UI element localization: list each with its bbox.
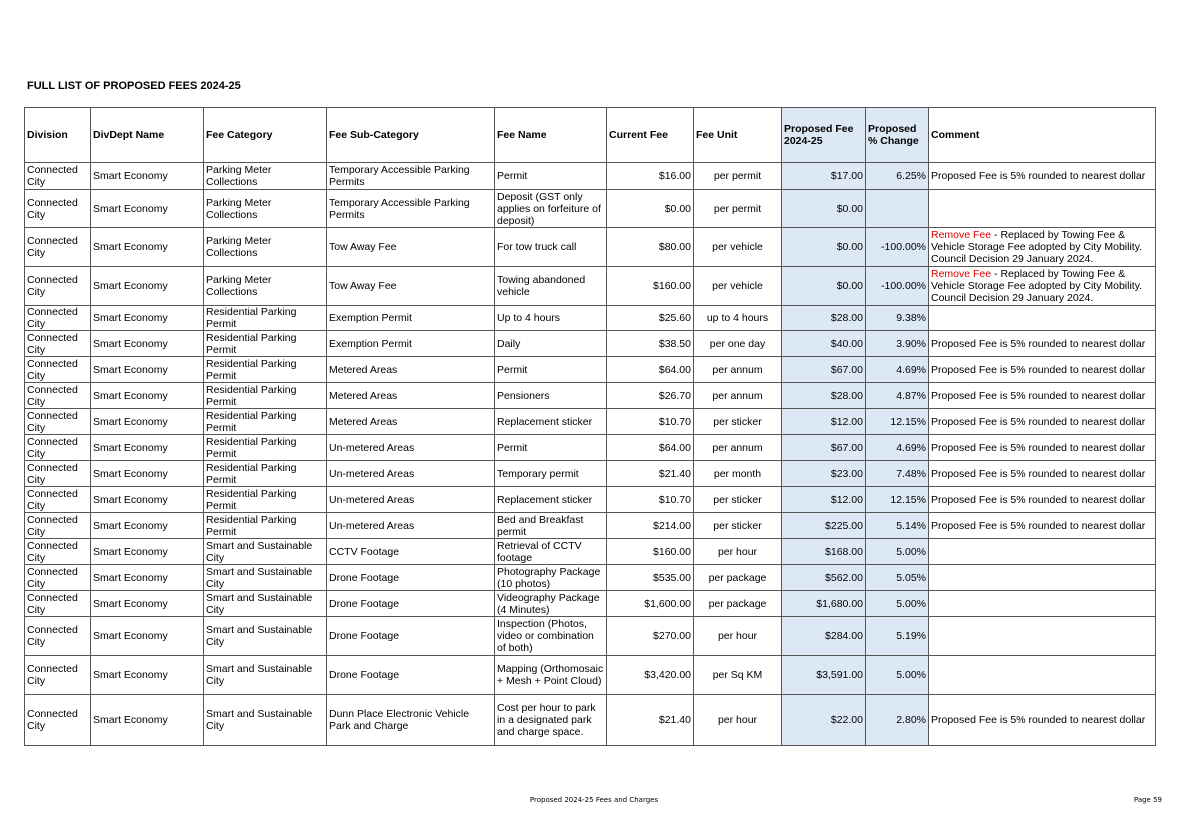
- cell-current-fee: $26.70: [607, 383, 694, 409]
- cell-fee-unit: per annum: [694, 383, 782, 409]
- table-row: [25, 695, 1156, 746]
- cell-division: Connected City: [25, 306, 91, 331]
- cell-fee-name: Bed and Breakfast permit: [495, 513, 607, 539]
- comment-text: Proposed Fee is 5% rounded to nearest dollar: [931, 493, 1146, 506]
- cell-change: 5.19%: [866, 617, 929, 656]
- cell-division: Connected City: [25, 695, 91, 746]
- cell-category: Residential Parking Permit: [204, 306, 327, 331]
- comment-text: Proposed Fee is 5% rounded to nearest dollar: [931, 519, 1146, 532]
- comment-text: Proposed Fee is 5% rounded to nearest dollar: [931, 389, 1146, 402]
- table-row: [25, 306, 1156, 331]
- cell-change: 6.25%: [866, 163, 929, 190]
- table-row: [25, 383, 1156, 409]
- table-row: [25, 163, 1156, 190]
- cell-divdept: Smart Economy: [91, 190, 204, 228]
- comment-text: Proposed Fee is 5% rounded to nearest dollar: [931, 467, 1146, 480]
- fee-rows: [25, 163, 1156, 746]
- cell-divdept: Smart Economy: [91, 539, 204, 565]
- table-row: [25, 591, 1156, 617]
- cell-current-fee: $80.00: [607, 228, 694, 267]
- cell-comment: [929, 695, 1156, 746]
- cell-category: Residential Parking Permit: [204, 435, 327, 461]
- cell-comment: [929, 357, 1156, 383]
- col-proposed-fee: Proposed Fee 2024-25: [782, 108, 866, 163]
- cell-proposed-fee: $0.00: [782, 228, 866, 267]
- cell-subcategory: Temporary Accessible Parking Permits: [327, 163, 495, 190]
- cell-comment: [929, 513, 1156, 539]
- cell-change: -100.00%: [866, 228, 929, 267]
- table-row: [25, 409, 1156, 435]
- cell-division: Connected City: [25, 163, 91, 190]
- cell-fee-name: Retrieval of CCTV footage: [495, 539, 607, 565]
- cell-category: Smart and Sustainable City: [204, 617, 327, 656]
- cell-category: Parking Meter Collections: [204, 267, 327, 306]
- cell-division: Connected City: [25, 357, 91, 383]
- cell-category: Smart and Sustainable City: [204, 656, 327, 695]
- cell-fee-name: Towing abandoned vehicle: [495, 267, 607, 306]
- table-row: [25, 228, 1156, 267]
- cell-proposed-fee: $17.00: [782, 163, 866, 190]
- cell-divdept: Smart Economy: [91, 267, 204, 306]
- comment-text: - Replaced by Towing Fee & Vehicle Storage Fee adopted by City Mobility. Council Decision 29 January 2024.: [931, 268, 1143, 304]
- table-row: [25, 513, 1156, 539]
- cell-proposed-fee: $12.00: [782, 409, 866, 435]
- cell-proposed-fee: $168.00: [782, 539, 866, 565]
- cell-comment: [929, 617, 1156, 656]
- cell-change: 5.00%: [866, 539, 929, 565]
- cell-change: 3.90%: [866, 331, 929, 357]
- cell-category: Parking Meter Collections: [204, 190, 327, 228]
- cell-category: Residential Parking Permit: [204, 357, 327, 383]
- cell-fee-unit: per vehicle: [694, 228, 782, 267]
- cell-subcategory: Metered Areas: [327, 357, 495, 383]
- cell-fee-unit: per month: [694, 461, 782, 487]
- fees-table: [24, 107, 1156, 746]
- cell-fee-name: Permit: [495, 163, 607, 190]
- cell-subcategory: Metered Areas: [327, 409, 495, 435]
- table-row: [25, 331, 1156, 357]
- cell-proposed-fee: $23.00: [782, 461, 866, 487]
- cell-change: 4.69%: [866, 435, 929, 461]
- cell-change: 2.80%: [866, 695, 929, 746]
- cell-comment: [929, 331, 1156, 357]
- cell-proposed-fee: $1,680.00: [782, 591, 866, 617]
- cell-category: Residential Parking Permit: [204, 409, 327, 435]
- cell-change: 12.15%: [866, 487, 929, 513]
- cell-fee-name: Up to 4 hours: [495, 306, 607, 331]
- cell-current-fee: $64.00: [607, 357, 694, 383]
- cell-change: 7.48%: [866, 461, 929, 487]
- cell-division: Connected City: [25, 228, 91, 267]
- cell-category: Smart and Sustainable City: [204, 695, 327, 746]
- cell-divdept: Smart Economy: [91, 461, 204, 487]
- cell-divdept: Smart Economy: [91, 695, 204, 746]
- header-row: [25, 108, 1156, 163]
- cell-fee-name: Pensioners: [495, 383, 607, 409]
- cell-category: Residential Parking Permit: [204, 513, 327, 539]
- comment-text: Proposed Fee is 5% rounded to nearest dollar: [931, 337, 1146, 350]
- cell-current-fee: $0.00: [607, 190, 694, 228]
- cell-category: Smart and Sustainable City: [204, 591, 327, 617]
- cell-change: 5.00%: [866, 591, 929, 617]
- cell-change: 12.15%: [866, 409, 929, 435]
- cell-fee-name: Cost per hour to park in a designated park and charge space.: [495, 695, 607, 746]
- cell-proposed-fee: $562.00: [782, 565, 866, 591]
- comment-text: Proposed Fee is 5% rounded to nearest dollar: [931, 714, 1146, 726]
- cell-current-fee: $10.70: [607, 409, 694, 435]
- cell-proposed-fee: $284.00: [782, 617, 866, 656]
- cell-fee-name: Videography Package (4 Minutes): [495, 591, 607, 617]
- cell-divdept: Smart Economy: [91, 331, 204, 357]
- comment-text: Proposed Fee is 5% rounded to nearest dollar: [931, 363, 1146, 376]
- cell-fee-name: Deposit (GST only applies on forfeiture of deposit): [495, 190, 607, 228]
- cell-current-fee: $270.00: [607, 617, 694, 656]
- cell-proposed-fee: $0.00: [782, 190, 866, 228]
- cell-division: Connected City: [25, 513, 91, 539]
- table-row: [25, 656, 1156, 695]
- cell-proposed-fee: $28.00: [782, 306, 866, 331]
- cell-change: 5.05%: [866, 565, 929, 591]
- cell-subcategory: CCTV Footage: [327, 539, 495, 565]
- cell-fee-unit: per hour: [694, 695, 782, 746]
- table-row: [25, 617, 1156, 656]
- cell-fee-unit: up to 4 hours: [694, 306, 782, 331]
- cell-subcategory: Un-metered Areas: [327, 513, 495, 539]
- cell-current-fee: $64.00: [607, 435, 694, 461]
- cell-current-fee: $16.00: [607, 163, 694, 190]
- cell-fee-name: Replacement sticker: [495, 409, 607, 435]
- cell-divdept: Smart Economy: [91, 383, 204, 409]
- cell-subcategory: Un-metered Areas: [327, 435, 495, 461]
- cell-comment: [929, 435, 1156, 461]
- cell-proposed-fee: $3,591.00: [782, 656, 866, 695]
- cell-fee-unit: per permit: [694, 163, 782, 190]
- cell-subcategory: Tow Away Fee: [327, 267, 495, 306]
- cell-change: 5.14%: [866, 513, 929, 539]
- cell-divdept: Smart Economy: [91, 513, 204, 539]
- remove-fee-label: Remove Fee: [931, 229, 992, 241]
- cell-fee-name: Photography Package (10 photos): [495, 565, 607, 591]
- cell-subcategory: Un-metered Areas: [327, 461, 495, 487]
- cell-division: Connected City: [25, 461, 91, 487]
- col-divdept: DivDept Name: [91, 108, 204, 163]
- col-fee-unit: Fee Unit: [694, 108, 782, 163]
- cell-divdept: Smart Economy: [91, 163, 204, 190]
- cell-fee-unit: per vehicle: [694, 267, 782, 306]
- cell-fee-unit: per package: [694, 591, 782, 617]
- col-subcategory: Fee Sub-Category: [327, 108, 495, 163]
- cell-comment: [929, 190, 1156, 228]
- cell-current-fee: $160.00: [607, 267, 694, 306]
- cell-divdept: Smart Economy: [91, 565, 204, 591]
- cell-proposed-fee: $225.00: [782, 513, 866, 539]
- cell-category: Residential Parking Permit: [204, 461, 327, 487]
- cell-fee-name: For tow truck call: [495, 228, 607, 267]
- footer-doc-title: Proposed 2024-25 Fees and Charges: [529, 796, 659, 804]
- cell-subcategory: Exemption Permit: [327, 306, 495, 331]
- cell-comment: [929, 163, 1156, 190]
- cell-comment: [929, 487, 1156, 513]
- cell-division: Connected City: [25, 539, 91, 565]
- cell-subcategory: Drone Footage: [327, 617, 495, 656]
- cell-fee-unit: per package: [694, 565, 782, 591]
- cell-proposed-fee: $28.00: [782, 383, 866, 409]
- cell-subcategory: Dunn Place Electronic Vehicle Park and Charge: [327, 695, 495, 746]
- table-row: [25, 487, 1156, 513]
- cell-fee-unit: per sticker: [694, 409, 782, 435]
- cell-proposed-fee: $0.00: [782, 267, 866, 306]
- cell-proposed-fee: $67.00: [782, 435, 866, 461]
- table-row: [25, 357, 1156, 383]
- comment-text: Proposed Fee is 5% rounded to nearest dollar: [931, 441, 1146, 454]
- cell-current-fee: $10.70: [607, 487, 694, 513]
- cell-comment: [929, 539, 1156, 565]
- cell-division: Connected City: [25, 565, 91, 591]
- cell-current-fee: $1,600.00: [607, 591, 694, 617]
- table-row: [25, 565, 1156, 591]
- cell-division: Connected City: [25, 617, 91, 656]
- remove-fee-label: Remove Fee: [931, 268, 992, 280]
- cell-current-fee: $21.40: [607, 695, 694, 746]
- cell-current-fee: $160.00: [607, 539, 694, 565]
- col-fee-name: Fee Name: [495, 108, 607, 163]
- cell-fee-name: Daily: [495, 331, 607, 357]
- cell-division: Connected City: [25, 267, 91, 306]
- cell-division: Connected City: [25, 190, 91, 228]
- cell-subcategory: Metered Areas: [327, 383, 495, 409]
- cell-divdept: Smart Economy: [91, 357, 204, 383]
- cell-fee-unit: per permit: [694, 190, 782, 228]
- cell-fee-name: Mapping (Orthomosaic + Mesh + Point Cloud): [495, 656, 607, 695]
- cell-fee-unit: per annum: [694, 435, 782, 461]
- table-row: [25, 435, 1156, 461]
- cell-current-fee: $25.60: [607, 306, 694, 331]
- cell-divdept: Smart Economy: [91, 656, 204, 695]
- cell-divdept: Smart Economy: [91, 228, 204, 267]
- cell-fee-unit: per sticker: [694, 487, 782, 513]
- cell-category: Residential Parking Permit: [204, 383, 327, 409]
- table-row: [25, 190, 1156, 228]
- table-row: [25, 267, 1156, 306]
- cell-current-fee: $3,420.00: [607, 656, 694, 695]
- cell-fee-name: Temporary permit: [495, 461, 607, 487]
- cell-subcategory: Drone Footage: [327, 591, 495, 617]
- cell-category: Residential Parking Permit: [204, 331, 327, 357]
- cell-proposed-fee: $22.00: [782, 695, 866, 746]
- comment-text: Proposed Fee is 5% rounded to nearest dollar: [931, 170, 1146, 182]
- col-category: Fee Category: [204, 108, 327, 163]
- cell-divdept: Smart Economy: [91, 617, 204, 656]
- cell-subcategory: Tow Away Fee: [327, 228, 495, 267]
- cell-comment: [929, 409, 1156, 435]
- cell-fee-name: Permit: [495, 435, 607, 461]
- cell-divdept: Smart Economy: [91, 435, 204, 461]
- cell-fee-name: Inspection (Photos, video or combination of both): [495, 617, 607, 656]
- cell-subcategory: Exemption Permit: [327, 331, 495, 357]
- cell-change: 4.87%: [866, 383, 929, 409]
- cell-current-fee: $535.00: [607, 565, 694, 591]
- cell-fee-unit: per one day: [694, 331, 782, 357]
- cell-fee-unit: per Sq KM: [694, 656, 782, 695]
- cell-divdept: Smart Economy: [91, 591, 204, 617]
- cell-comment: [929, 383, 1156, 409]
- page-title: FULL LIST OF PROPOSED FEES 2024-25: [27, 80, 241, 92]
- cell-division: Connected City: [25, 591, 91, 617]
- cell-change: 5.00%: [866, 656, 929, 695]
- cell-comment: [929, 228, 1156, 267]
- cell-proposed-fee: $40.00: [782, 331, 866, 357]
- col-current-fee: Current Fee: [607, 108, 694, 163]
- cell-fee-unit: per hour: [694, 617, 782, 656]
- cell-category: Smart and Sustainable City: [204, 565, 327, 591]
- cell-comment: [929, 656, 1156, 695]
- col-division: Division: [25, 108, 91, 163]
- cell-current-fee: $38.50: [607, 331, 694, 357]
- comment-text: - Replaced by Towing Fee & Vehicle Storage Fee adopted by City Mobility. Council Decision 29 January 2024.: [931, 229, 1143, 265]
- cell-fee-unit: per annum: [694, 357, 782, 383]
- cell-category: Parking Meter Collections: [204, 228, 327, 267]
- cell-comment: [929, 565, 1156, 591]
- table-row: [25, 461, 1156, 487]
- cell-division: Connected City: [25, 331, 91, 357]
- footer-page-number: Page 59: [1133, 796, 1162, 804]
- cell-category: Parking Meter Collections: [204, 163, 327, 190]
- cell-current-fee: $214.00: [607, 513, 694, 539]
- cell-subcategory: Drone Footage: [327, 656, 495, 695]
- cell-proposed-fee: $12.00: [782, 487, 866, 513]
- cell-fee-unit: per sticker: [694, 513, 782, 539]
- cell-subcategory: Temporary Accessible Parking Permits: [327, 190, 495, 228]
- cell-comment: [929, 461, 1156, 487]
- cell-divdept: Smart Economy: [91, 487, 204, 513]
- cell-subcategory: Un-metered Areas: [327, 487, 495, 513]
- col-comment: Comment: [929, 108, 1156, 163]
- cell-change: [866, 190, 929, 228]
- cell-fee-unit: per hour: [694, 539, 782, 565]
- cell-category: Smart and Sustainable City: [204, 539, 327, 565]
- cell-comment: [929, 306, 1156, 331]
- cell-division: Connected City: [25, 487, 91, 513]
- cell-change: -100.00%: [866, 267, 929, 306]
- cell-change: 4.69%: [866, 357, 929, 383]
- cell-current-fee: $21.40: [607, 461, 694, 487]
- comment-text: Proposed Fee is 5% rounded to nearest dollar: [931, 415, 1146, 428]
- cell-division: Connected City: [25, 435, 91, 461]
- cell-division: Connected City: [25, 409, 91, 435]
- cell-category: Residential Parking Permit: [204, 487, 327, 513]
- table-row: [25, 539, 1156, 565]
- cell-comment: [929, 267, 1156, 306]
- cell-division: Connected City: [25, 383, 91, 409]
- cell-division: Connected City: [25, 656, 91, 695]
- cell-proposed-fee: $67.00: [782, 357, 866, 383]
- cell-fee-name: Replacement sticker: [495, 487, 607, 513]
- cell-divdept: Smart Economy: [91, 409, 204, 435]
- cell-change: 9.38%: [866, 306, 929, 331]
- cell-subcategory: Drone Footage: [327, 565, 495, 591]
- cell-comment: [929, 591, 1156, 617]
- col-change: Proposed % Change: [866, 108, 929, 163]
- cell-fee-name: Permit: [495, 357, 607, 383]
- cell-divdept: Smart Economy: [91, 306, 204, 331]
